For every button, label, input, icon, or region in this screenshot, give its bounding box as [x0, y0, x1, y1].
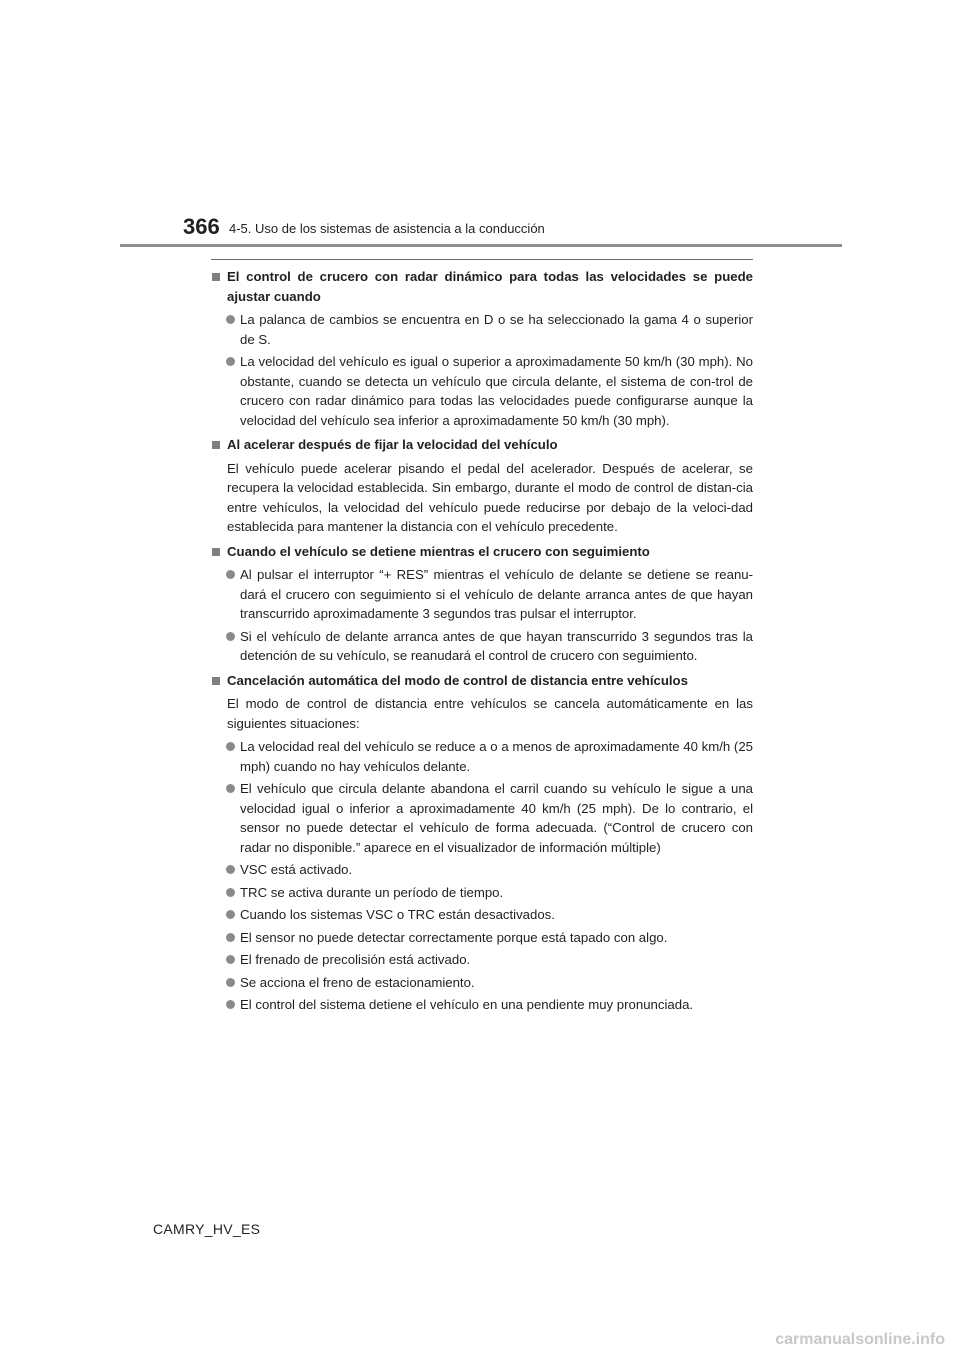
list-item-text: El sensor no puede detectar correctamente porque está tapado con algo. [240, 929, 668, 945]
section [211, 435, 753, 537]
list-item [211, 565, 753, 624]
list-item-text: Al pulsar el interruptor “+ RES” mientras el vehículo de delante se detiene se reanu-dará el crucero con seguimiento si el vehículo de delante arranca antes de que hayan transcurrido aproximadamente 3 segundos tras pulsar el interruptor. [240, 567, 753, 621]
circle-bullet-icon [226, 910, 235, 919]
list-item [211, 928, 753, 948]
circle-bullet-icon [226, 357, 235, 366]
circle-bullet-icon [226, 742, 235, 751]
list-item [211, 352, 753, 430]
section-heading [211, 267, 753, 306]
circle-bullet-icon [226, 632, 235, 641]
list-item [211, 627, 753, 666]
page-content [211, 267, 753, 1020]
circle-bullet-icon [226, 933, 235, 942]
section-heading-text: El control de crucero con radar dinámico para todas las velocidades se puede ajustar cuando [227, 269, 753, 304]
square-bullet-icon [212, 548, 220, 556]
list-item [211, 973, 753, 993]
circle-bullet-icon [226, 888, 235, 897]
list-item [211, 860, 753, 880]
list-item-text: Se acciona el freno de estacionamiento. [240, 974, 475, 990]
section [211, 671, 753, 1015]
circle-bullet-icon [226, 784, 235, 793]
list-item [211, 737, 753, 776]
section [211, 542, 753, 666]
square-bullet-icon [212, 441, 220, 449]
list-item [211, 310, 753, 349]
model-code: CAMRY_HV_ES [153, 1221, 261, 1237]
list-item-text: VSC está activado. [240, 862, 353, 877]
section-heading-text: Cancelación automática del modo de control de distancia entre vehículos [227, 672, 688, 688]
section-paragraph: El modo de control de distancia entre vehículos se cancela automáticamente en las siguientes situaciones: [227, 696, 753, 731]
circle-bullet-icon [226, 978, 235, 987]
list-item-text: El control del sistema detiene el vehículo en una pendiente muy pronunciada. [240, 997, 694, 1012]
section-heading-text: Cuando el vehículo se detiene mientras el crucero con seguimiento [227, 543, 650, 559]
chapter-title: 4-5. Uso de los sistemas de asistencia a la conducción [229, 221, 545, 236]
page-number: 366 [183, 214, 220, 239]
section-heading [211, 435, 753, 455]
section-heading [211, 671, 753, 691]
circle-bullet-icon [226, 570, 235, 579]
section-paragraph: El vehículo puede acelerar pisando el pedal del acelerador. Después de acelerar, se recupera la velocidad establecida. Sin embargo, durante el modo de control de distan-cia entre vehículos, la velocidad del vehículo puede reducirse por debajo de la veloci-dad establecida para mantener la distancia con el vehículo precedente. [227, 460, 753, 534]
list-item [211, 905, 753, 925]
section [211, 267, 753, 430]
list-item-text: La velocidad del vehículo es igual o superior a aproximadamente 50 km/h (30 mph). No obstante, cuando se detecta un vehículo que circula delante, el sistema de con-trol de crucero con radar dinámico para todas las velocidades puede configurarse aunque la velocidad del vehículo sea inferior a aproximadamente 50 km/h (30 mph). [240, 354, 753, 428]
circle-bullet-icon [226, 1000, 235, 1009]
list-item-text: TRC se activa durante un período de tiempo. [240, 884, 504, 900]
list-item [211, 883, 753, 903]
circle-bullet-icon [226, 315, 235, 324]
list-item [211, 779, 753, 857]
square-bullet-icon [212, 677, 220, 685]
header-divider [120, 244, 842, 247]
section-heading [211, 542, 753, 562]
section-heading-text: Al acelerar después de fijar la velocidad del vehículo [227, 437, 558, 452]
list-item-text: La palanca de cambios se encuentra en D o se ha seleccionado la gama 4 o superior de S. [240, 312, 753, 347]
list-item [211, 995, 753, 1015]
list-item-text: Cuando los sistemas VSC o TRC están desactivados. [240, 907, 555, 922]
list-item-text: El frenado de precolisión está activado. [240, 952, 471, 967]
circle-bullet-icon [226, 955, 235, 964]
watermark: carmanualsonline.info [775, 1331, 945, 1348]
list-item [211, 950, 753, 970]
square-bullet-icon [212, 273, 220, 281]
list-item-text: La velocidad real del vehículo se reduce a o a menos de aproximadamente 40 km/h (25 mph) cuando no hay vehículos delante. [240, 739, 753, 774]
circle-bullet-icon [226, 865, 235, 874]
section-divider [211, 259, 753, 260]
list-item-text: Si el vehículo de delante arranca antes de que hayan transcurrido 3 segundos tras la detención de su vehículo, se reanudará el control de crucero con seguimiento. [240, 628, 753, 663]
list-item-text: El vehículo que circula delante abandona el carril cuando su vehículo le sigue a una velocidad igual o inferior a aproximadamente 40 km/h (25 mph). De lo contrario, el sensor no puede detectar el vehículo de forma adecuada. (“Control de crucero con radar no disponible.” aparece en el visualizador de información múltiple) [240, 781, 753, 855]
